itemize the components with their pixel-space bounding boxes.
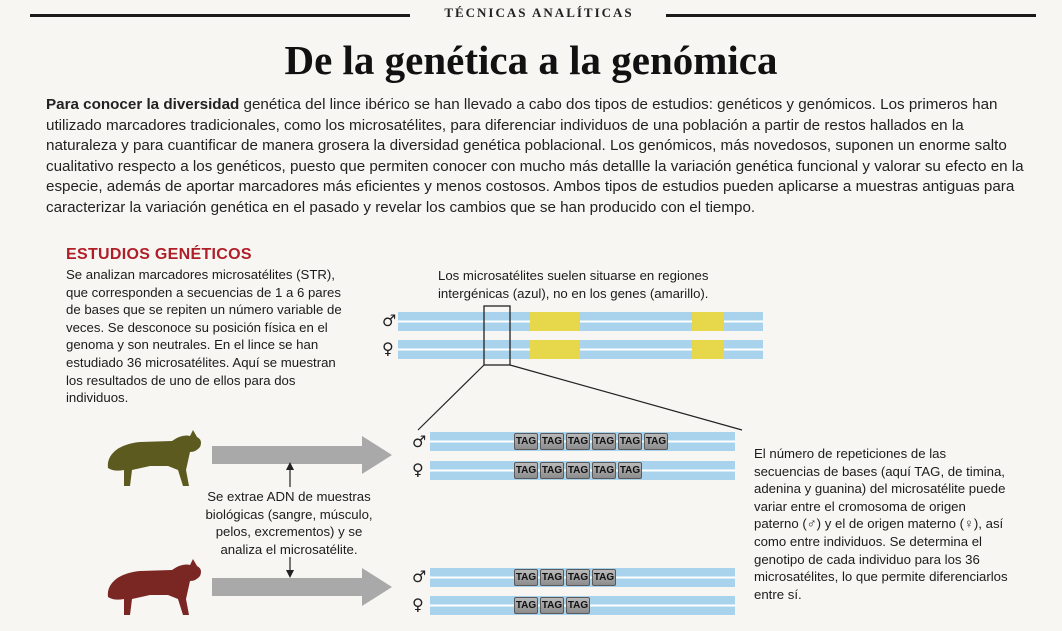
- section-label: TÉCNICAS ANALÍTICAS: [444, 5, 634, 20]
- tag-repeat-unit: TAG: [540, 597, 564, 614]
- chromosome-overview: [398, 306, 763, 365]
- gene-region: [530, 312, 580, 331]
- tag-repeats-male-2: [514, 569, 616, 586]
- tag-repeat-unit: TAG: [514, 433, 538, 450]
- tag-repeat-unit: TAG: [592, 433, 616, 450]
- tag-repeat-unit: TAG: [514, 462, 538, 479]
- arrow-individual-1: [212, 436, 392, 474]
- tag-repeat-unit: TAG: [566, 462, 590, 479]
- zoom-line-left: [418, 365, 484, 430]
- page-title: De la genética a la genómica: [284, 37, 778, 83]
- tag-repeats-female-1: [514, 462, 642, 479]
- tag-repeats-male-1: [514, 433, 668, 450]
- genetic-studies-heading: ESTUDIOS GENÉTICOS: [66, 246, 252, 263]
- tag-repeat-unit: TAG: [618, 462, 642, 479]
- intro-lead: Para conocer la diversidad: [46, 96, 240, 113]
- tag-repeat-unit: TAG: [540, 433, 564, 450]
- repeat-variation-note: El número de repeticiones de las secuencias de bases (aquí TAG, de timina, adenina y guanina) del microsatélite puede variar entre el cromosoma de origen paterno (♂) y el de origen materno (♀), así como entre individuos. Se determina el genotipo de cada individuo para los 36 microsatélites, lo que permite diferenciarlos entre sí.: [754, 446, 1008, 602]
- tag-repeat-unit: TAG: [540, 569, 564, 586]
- male-symbol-2: ♂: [412, 567, 427, 586]
- tag-repeat-unit: TAG: [618, 433, 642, 450]
- female-symbol-1: ♀: [412, 460, 424, 479]
- tag-repeat-unit: TAG: [566, 569, 590, 586]
- tag-repeat-unit: TAG: [514, 569, 538, 586]
- zoom-line-right: [510, 365, 742, 430]
- tag-repeat-unit: TAG: [540, 462, 564, 479]
- tag-repeat-unit: TAG: [592, 569, 616, 586]
- tag-repeat-unit: TAG: [514, 597, 538, 614]
- gene-region: [530, 340, 580, 359]
- microsatellite-description: Se analizan marcadores microsatélites (STR), que corresponden a secuencias de 1 a 6 pares de bases que se repiten un número variable de veces. Se desconoce su posición física en el genoma y son neutrales. En el lince se han estudiado 36 microsatélites. Aquí se muestran los resultados de uno de ellos para dos individuos.: [66, 267, 342, 406]
- tag-repeat-unit: TAG: [566, 433, 590, 450]
- male-symbol-overview: ♂: [382, 311, 397, 330]
- lynx-silhouette-1: [108, 430, 201, 486]
- gene-region: [692, 340, 724, 359]
- female-symbol-2: ♀: [412, 595, 424, 614]
- intro-body: genética del lince ibérico se han llevado a cabo dos tipos de estudios: genéticos y genómicos. Los primeros han utilizado marcadores tradicionales, como los microsatélites, para diferenciar individuos de una población a partir de restos hallados en la naturaleza y para cuantificar de manera grosera la diversidad genética poblacional. Los genómicos, más novedosos, suponen un enorme salto cualitativo respecto a los genéticos, puesto que permiten conocer con mucho más detallle la variación genética funcional y valorar su efecto en la especie, además de aportar marcadores más eficientes y menos costosos. Ambos tipos de estudios pueden aplicarse a muestras antiguas para caracterizar la variación genética en el pasado y revelar los cambios que se han producido con el tiempo.: [46, 96, 1024, 216]
- gene-region: [692, 312, 724, 331]
- tag-repeats-female-2: [514, 597, 590, 614]
- tag-repeat-unit: TAG: [644, 433, 668, 450]
- intergenic-note: Los microsatélites suelen situarse en regiones intergénicas (azul), no en los genes (amarillo).: [438, 268, 709, 301]
- tag-repeat-unit: TAG: [566, 597, 590, 614]
- male-symbol-1: ♂: [412, 432, 427, 451]
- female-symbol-overview: ♀: [382, 339, 394, 358]
- tag-repeat-unit: TAG: [592, 462, 616, 479]
- arrow-individual-2: [212, 568, 392, 606]
- lynx-silhouette-2: [108, 559, 201, 615]
- dna-extraction-note: Se extrae ADN de muestras biológicas (sangre, músculo, pelos, excrementos) y se analiza el microsatélite.: [205, 489, 373, 557]
